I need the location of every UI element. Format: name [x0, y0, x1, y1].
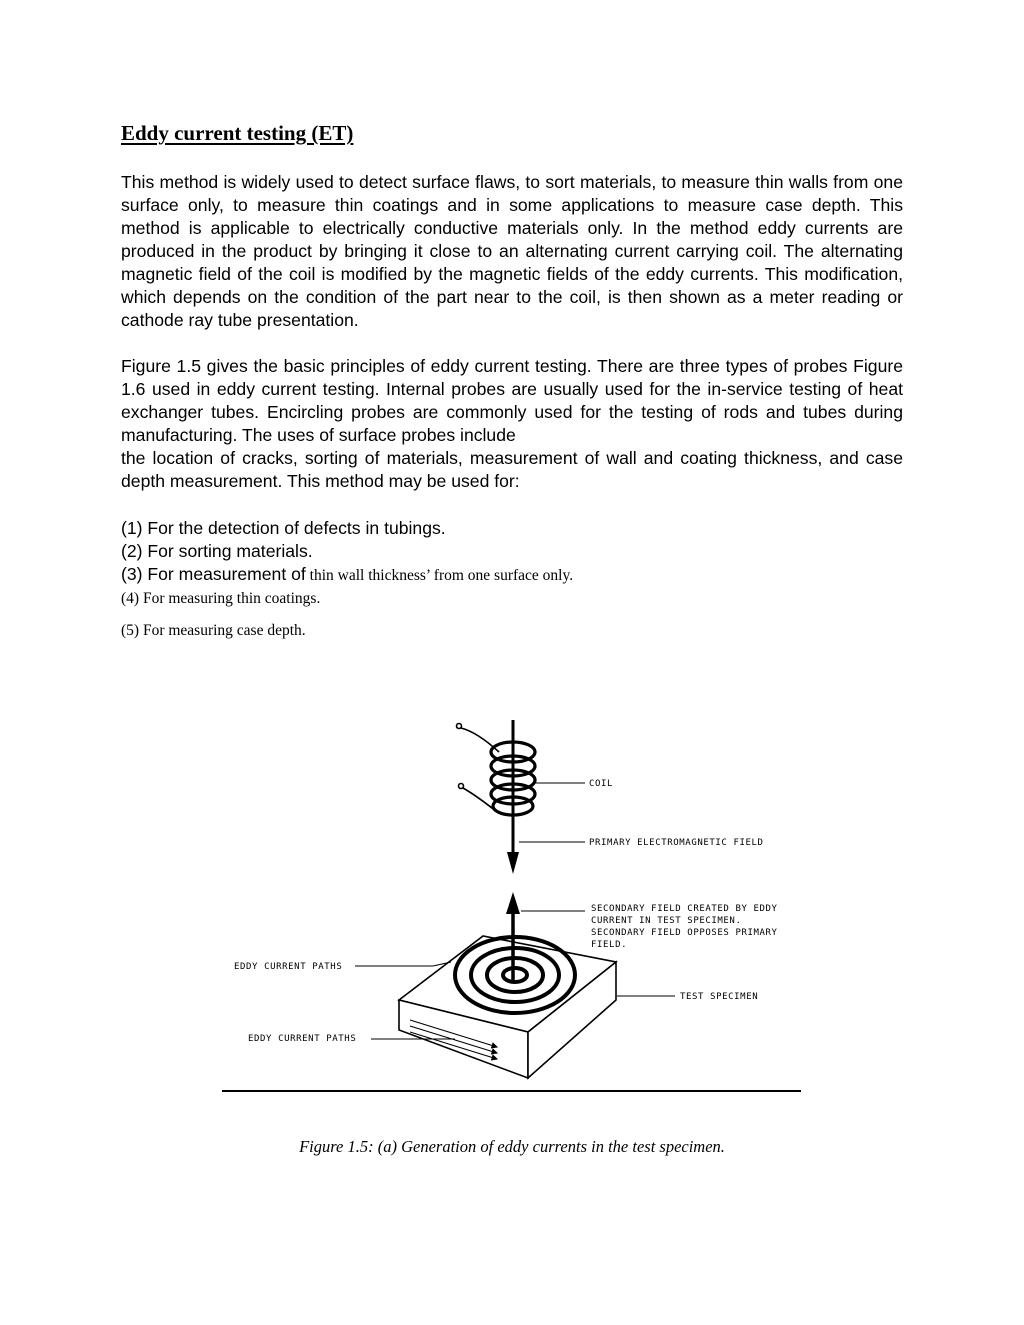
list-item-part: thin wall thickness’ from one surface only.: [305, 567, 574, 584]
eddy-paths-top-label: EDDY CURRENT PATHS: [234, 962, 343, 972]
intro-paragraph: [121, 171, 903, 332]
list-item: (1) For the detection of defects in tubings.: [121, 518, 446, 538]
coil-label: COIL: [589, 779, 614, 789]
list-item: (2) For sorting materials.: [121, 541, 313, 561]
primary-field-label: PRIMARY ELECTROMAGNETIC FIELD: [589, 838, 764, 848]
list-item-part: (3) For measurement of: [121, 564, 306, 584]
probes-paragraph: [121, 355, 903, 493]
paragraph-text: This method is widely used to detect surface flaws, to sort materials, to measure thin walls from one surface only, to measure thin coatings and in some applications to measure case depth. This method is applicable to electrically conductive materials only. In the method eddy currents are produced in the product by bringing it close to an alternating current carrying coil. The alternating magnetic field of the coil is modified by the magnetic fields of the eddy currents. This modification, which depends on the condition of the part near to the coil, is then shown as a meter reading or cathode ray tube presentation.: [121, 172, 903, 330]
secondary-field-label-line1: SECONDARY FIELD CREATED BY EDDY: [591, 904, 778, 914]
section-heading: Eddy current testing (ET): [121, 121, 354, 145]
list-item: (5) For measuring case depth.: [121, 622, 306, 639]
paragraph-text: the location of cracks, sorting of materials, measurement of wall and coating thickness, and case depth measurement. This method may be used for:: [121, 448, 903, 491]
secondary-field-label-line3: SECONDARY FIELD OPPOSES PRIMARY: [591, 928, 778, 938]
test-specimen-label: TEST SPECIMEN: [680, 992, 759, 1002]
paragraph-text: Figure 1.5 gives the basic principles of eddy current testing. There are three types of probes Figure 1.6 used in eddy current testing. Internal probes are usually used for the in-service testing of heat exchanger tubes. Encircling probes are commonly used for the testing of rods and tubes during manufacturing. The uses of surface probes include: [121, 356, 903, 445]
list-item: (4) For measuring thin coatings.: [121, 590, 321, 607]
eddy-paths-side-label: EDDY CURRENT PATHS: [248, 1034, 357, 1044]
uses-list: [121, 517, 903, 642]
secondary-field-label-line2: CURRENT IN TEST SPECIMEN.: [591, 916, 742, 926]
list-item: [121, 563, 903, 587]
figure-caption: Figure 1.5: (a) Generation of eddy currents in the test specimen.: [299, 1137, 725, 1156]
eddy-current-figure: [215, 700, 815, 1100]
secondary-field-label-line4: FIELD.: [591, 940, 628, 950]
